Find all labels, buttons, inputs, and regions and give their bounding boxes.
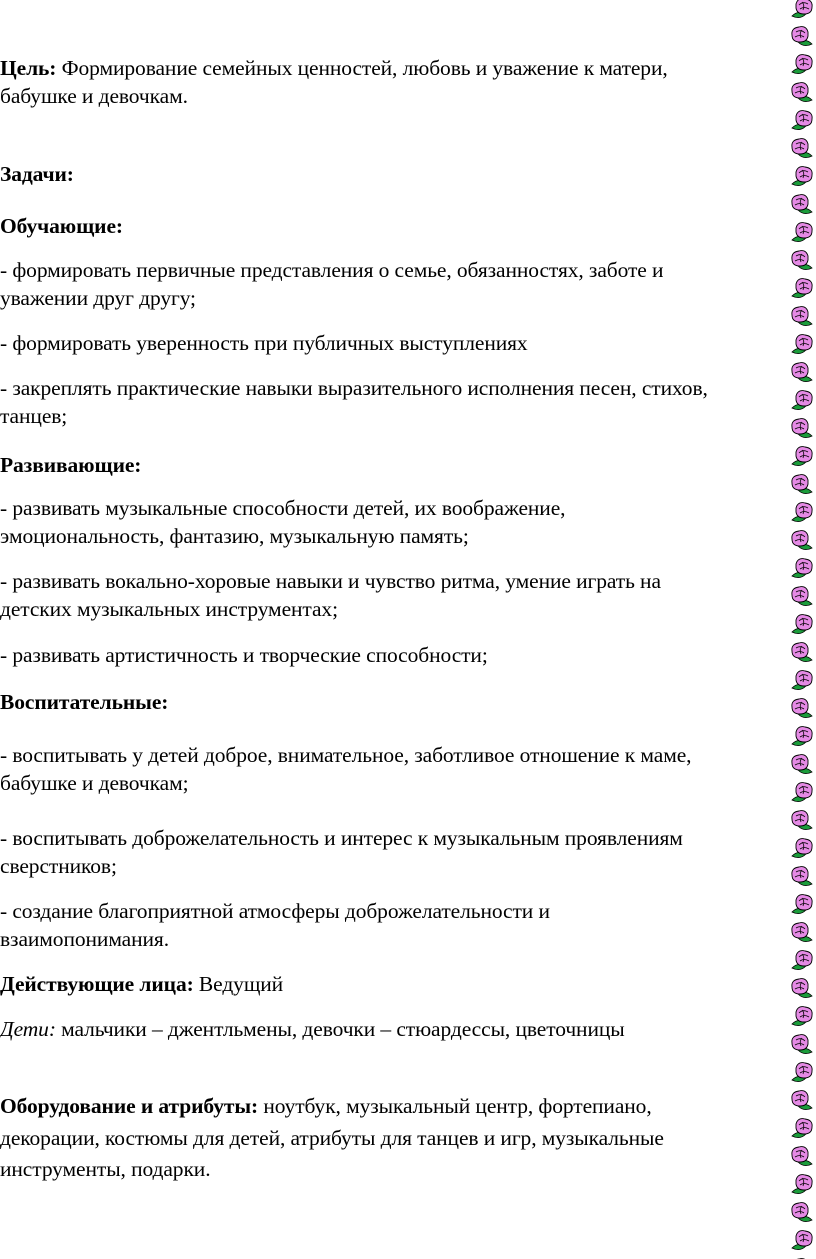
children-value: мальчики – джентльмены, девочки – стюардессы, цветочницы xyxy=(55,1017,625,1041)
rose-icon xyxy=(792,1231,812,1250)
rose-icon xyxy=(792,1203,812,1222)
rose-icon xyxy=(792,167,812,186)
rose-icon xyxy=(792,951,812,970)
characters-value: Ведущий xyxy=(193,972,284,996)
developing-heading: Развивающие: xyxy=(0,453,142,477)
rose-icon xyxy=(792,223,812,242)
rose-icon xyxy=(792,503,812,522)
rose-icon xyxy=(792,55,812,74)
teaching-heading: Обучающие: xyxy=(0,214,123,238)
rose-icon xyxy=(792,839,812,858)
rose-icon xyxy=(792,363,812,382)
rose-icon xyxy=(792,1175,812,1194)
rose-icon xyxy=(792,1035,812,1054)
rose-icon xyxy=(792,979,812,998)
educational-heading: Воспитательные: xyxy=(0,690,169,714)
educational-item-2-line-1: - воспитывать доброжелательность и интерес к музыкальным проявлениям xyxy=(0,826,683,850)
equipment-text: ноутбук, музыкальный центр, фортепиано, xyxy=(258,1094,652,1118)
rose-icon xyxy=(792,307,812,326)
rose-icon xyxy=(792,531,812,550)
rose-border-svg xyxy=(788,0,816,1259)
educational-item-2-line-2: сверстников; xyxy=(0,854,117,878)
rose-icon xyxy=(792,559,812,578)
rose-icon xyxy=(792,699,812,718)
rose-icon xyxy=(792,671,812,690)
rose-icon xyxy=(792,447,812,466)
rose-icon xyxy=(792,1063,812,1082)
rose-icon xyxy=(792,1091,812,1110)
teaching-item-1-line-2: уважении друг другу; xyxy=(0,286,196,310)
rose-icon xyxy=(792,419,812,438)
equipment-line-1 xyxy=(0,1092,652,1120)
rose-icon xyxy=(792,111,812,130)
developing-item-3: - развивать артистичность и творческие способности; xyxy=(0,643,488,667)
teaching-item-2: - формировать уверенность при публичных выступлениях xyxy=(0,331,528,355)
rose-icon xyxy=(792,335,812,354)
educational-item-1-line-1: - воспитывать у детей доброе, внимательное, заботливое отношение к маме, xyxy=(0,743,692,767)
equipment-label: Оборудование и атрибуты: xyxy=(0,1094,259,1118)
educational-item-3-line-1: - создание благоприятной атмосферы доброжелательности и xyxy=(0,899,550,923)
goal-line-2: бабушке и девочкам. xyxy=(0,84,188,108)
teaching-item-3-line-1: - закреплять практические навыки выразительного исполнения песен, стихов, xyxy=(0,376,708,400)
goal-line-1 xyxy=(0,54,668,82)
rose-icon xyxy=(792,783,812,802)
rose-icon xyxy=(792,0,812,18)
characters-label: Действующие лица: xyxy=(0,972,194,996)
characters-line xyxy=(0,970,283,998)
equipment-line-3: инструменты, подарки. xyxy=(0,1157,211,1181)
rose-icon xyxy=(792,1007,812,1026)
developing-item-1-line-1: - развивать музыкальные способности детей, их воображение, xyxy=(0,496,566,520)
rose-icon xyxy=(792,83,812,102)
rose-icon xyxy=(792,895,812,914)
goal-text: Формирование семейных ценностей, любовь и уважение к матери, xyxy=(56,56,668,80)
developing-item-2-line-2: детских музыкальных инструментах; xyxy=(0,597,338,621)
rose-icon xyxy=(792,811,812,830)
rose-icon xyxy=(792,391,812,410)
rose-icon xyxy=(792,643,812,662)
children-label: Дети: xyxy=(0,1017,56,1041)
rose-icon xyxy=(792,139,812,158)
equipment-line-2: декорации, костюмы для детей, атрибуты для танцев и игр, музыкальные xyxy=(0,1126,664,1150)
rose-icon xyxy=(792,867,812,886)
teaching-item-1-line-1: - формировать первичные представления о семье, обязанностях, заботе и xyxy=(0,258,664,282)
rose-icon xyxy=(792,727,812,746)
rose-icon xyxy=(792,615,812,634)
rose-icon xyxy=(792,587,812,606)
rose-border xyxy=(788,0,816,1259)
goal-label: Цель: xyxy=(0,56,57,80)
educational-item-3-line-2: взаимопонимания. xyxy=(0,927,169,951)
developing-item-2-line-1: - развивать вокально-хоровые навыки и чувство ритма, умение играть на xyxy=(0,569,661,593)
rose-icon xyxy=(792,1119,812,1138)
rose-icon xyxy=(792,279,812,298)
rose-icon xyxy=(792,475,812,494)
developing-item-1-line-2: эмоциональность, фантазию, музыкальную память; xyxy=(0,524,469,548)
rose-icon xyxy=(792,755,812,774)
educational-item-1-line-2: бабушке и девочкам; xyxy=(0,771,189,795)
teaching-item-3-line-2: танцев; xyxy=(0,404,68,428)
children-line xyxy=(0,1015,625,1043)
rose-icon xyxy=(792,251,812,270)
rose-icon xyxy=(792,27,812,46)
rose-icon xyxy=(792,923,812,942)
rose-icon xyxy=(792,1147,812,1166)
tasks-heading: Задачи: xyxy=(0,162,74,186)
rose-icon xyxy=(792,195,812,214)
